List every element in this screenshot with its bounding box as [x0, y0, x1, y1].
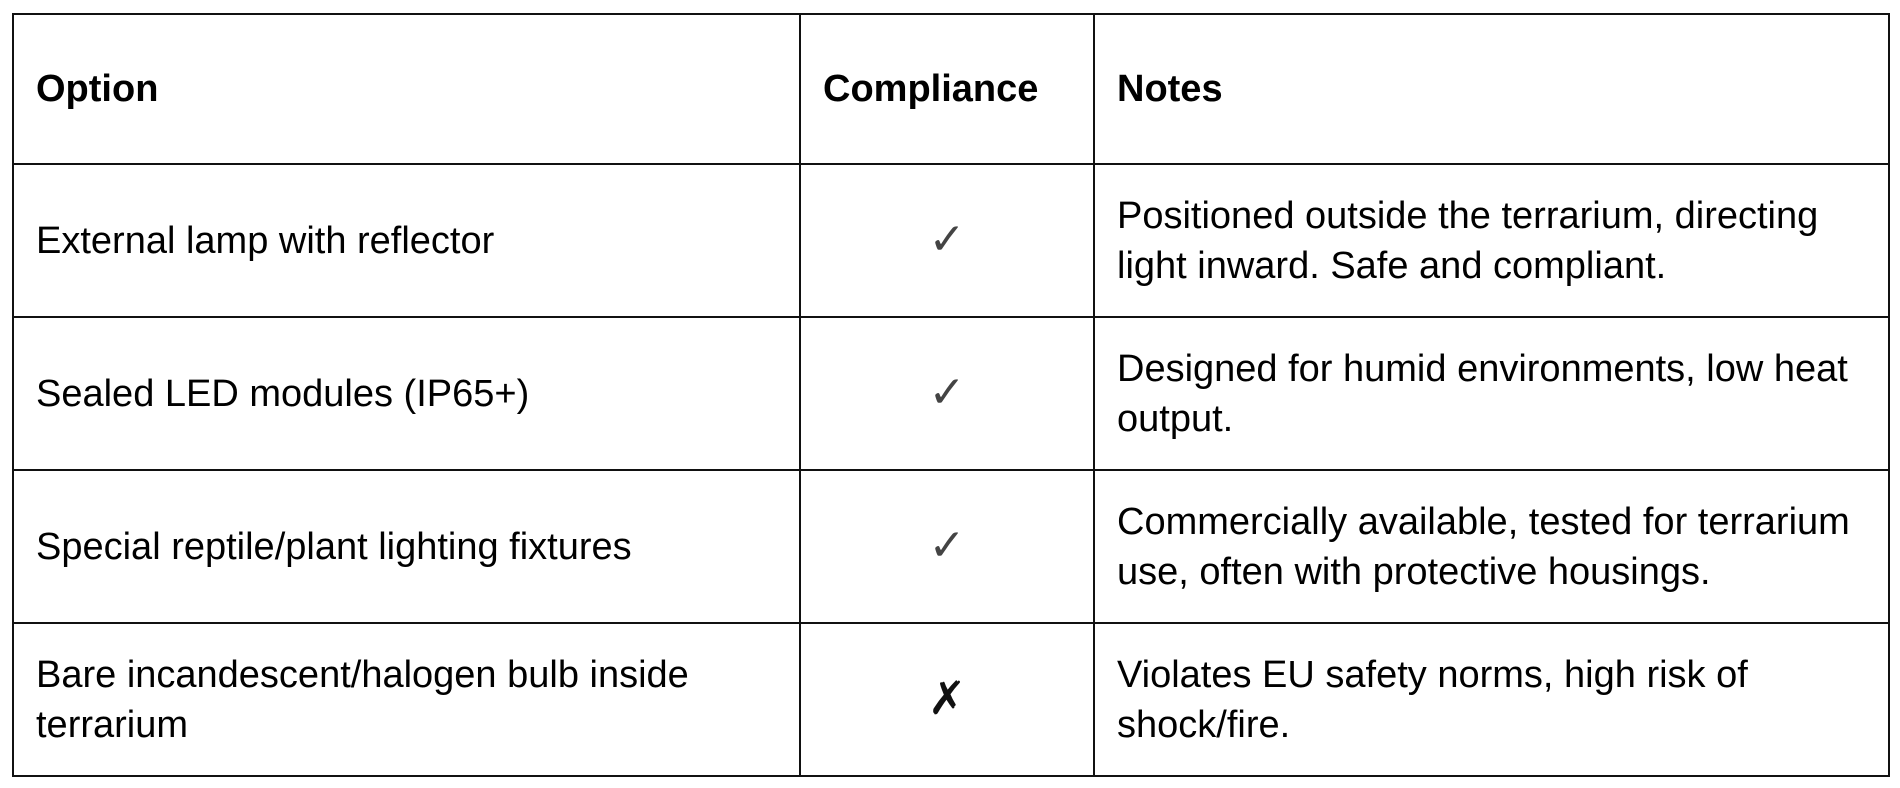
compliance-cell: [800, 317, 1094, 470]
table-row: [13, 317, 1889, 470]
compliance-cell: [800, 623, 1094, 776]
notes-cell: Commercially available, tested for terrarium use, often with protective housings.: [1094, 470, 1889, 623]
lighting-options-table: [12, 13, 1890, 777]
compliance-cell: [800, 164, 1094, 317]
notes-cell: Designed for humid environments, low heat output.: [1094, 317, 1889, 470]
option-cell: Bare incandescent/halogen bulb inside terrarium: [13, 623, 800, 776]
check-icon: ✓: [928, 214, 966, 264]
option-column-header: Option: [13, 14, 800, 164]
compliance-cell: [800, 470, 1094, 623]
option-cell: Special reptile/plant lighting fixtures: [13, 470, 800, 623]
table-row: [13, 623, 1889, 776]
notes-column-header: Notes: [1094, 14, 1889, 164]
table-header: [13, 14, 1889, 164]
check-icon: ✓: [928, 520, 966, 570]
cross-icon: ✗: [927, 671, 967, 724]
option-cell: Sealed LED modules (IP65+): [13, 317, 800, 470]
table-row: [13, 164, 1889, 317]
check-icon: ✓: [928, 367, 966, 417]
notes-cell: Violates EU safety norms, high risk of shock/fire.: [1094, 623, 1889, 776]
table-body: [13, 164, 1889, 776]
header-row: [13, 14, 1889, 164]
option-cell: External lamp with reflector: [13, 164, 800, 317]
notes-cell: Positioned outside the terrarium, directing light inward. Safe and compliant.: [1094, 164, 1889, 317]
table-row: [13, 470, 1889, 623]
compliance-table-container: [12, 13, 1888, 777]
compliance-column-header: Compliance: [800, 14, 1094, 164]
